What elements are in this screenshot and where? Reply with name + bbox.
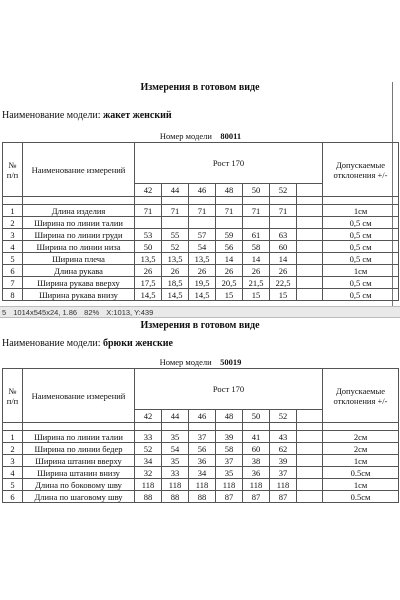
tolerance-value: 0,5 см xyxy=(323,241,399,253)
row-number: 4 xyxy=(3,467,23,479)
sheet-title: Измерения в готовом виде xyxy=(140,320,260,331)
measurement-value: 50 xyxy=(135,241,162,253)
measurement-name: Ширина плеча xyxy=(23,253,135,265)
measurement-name: Ширина по линии талии xyxy=(23,217,135,229)
measurement-value: 54 xyxy=(162,443,189,455)
empty-cell xyxy=(297,443,323,455)
empty-cell xyxy=(297,455,323,467)
row-number: 3 xyxy=(3,455,23,467)
measurement-value: 118 xyxy=(162,479,189,491)
measurement-value: 37 xyxy=(189,431,216,443)
measurement-value: 15 xyxy=(270,289,297,301)
measurement-value: 36 xyxy=(189,455,216,467)
measurement-value: 39 xyxy=(270,455,297,467)
status-item: 5 xyxy=(2,308,7,317)
measurement-value: 118 xyxy=(189,479,216,491)
measurement-value: 58 xyxy=(243,241,270,253)
empty-cell xyxy=(297,229,323,241)
tolerance-value: 0,5 см xyxy=(323,229,399,241)
empty-cell xyxy=(297,265,323,277)
measurement-value: 14,5 xyxy=(135,289,162,301)
measurements-table xyxy=(2,356,399,503)
status-cursor-position: X:1013, Y:439 xyxy=(106,308,154,317)
measurement-value xyxy=(270,217,297,229)
tolerance-value: 2см xyxy=(323,443,399,455)
table-row xyxy=(3,241,399,253)
measurement-value: 34 xyxy=(135,455,162,467)
size-cell: 50 xyxy=(243,184,270,197)
model-name-label: Наименование модели: xyxy=(2,338,101,349)
model-number-label: Номер модели xyxy=(159,131,212,141)
sheet-title: Измерения в готовом виде xyxy=(140,82,260,93)
col-header-tolerance: Допускаемые отклонения +/- xyxy=(323,369,399,423)
measurement-name: Ширина рукава вверху xyxy=(23,277,135,289)
empty-cell xyxy=(297,491,323,503)
measurement-value xyxy=(162,217,189,229)
size-cell: 46 xyxy=(189,184,216,197)
measurement-value: 55 xyxy=(162,229,189,241)
measurement-value: 56 xyxy=(216,241,243,253)
measurement-value: 57 xyxy=(189,229,216,241)
measurement-value: 35 xyxy=(162,431,189,443)
row-number: 4 xyxy=(3,241,23,253)
measurements-table xyxy=(2,130,399,301)
model-name-line xyxy=(2,110,172,121)
table-body xyxy=(3,431,399,503)
header-row xyxy=(3,143,399,184)
col-header-height: Рост 170 xyxy=(135,143,323,184)
measurement-value: 43 xyxy=(270,431,297,443)
measurement-value: 52 xyxy=(162,241,189,253)
model-number-row xyxy=(3,130,399,143)
measurement-name: Длина рукава xyxy=(23,265,135,277)
measurement-value: 14 xyxy=(216,253,243,265)
measurement-value: 14 xyxy=(243,253,270,265)
row-number: 5 xyxy=(3,253,23,265)
model-number-value: 80011 xyxy=(220,131,242,141)
measurement-value: 87 xyxy=(270,491,297,503)
model-name-label: Наименование модели: xyxy=(2,110,101,121)
row-number: 2 xyxy=(3,443,23,455)
row-number: 2 xyxy=(3,217,23,229)
measurement-value: 13,5 xyxy=(189,253,216,265)
empty-cell xyxy=(297,467,323,479)
row-number: 6 xyxy=(3,491,23,503)
measurement-value: 17,5 xyxy=(135,277,162,289)
status-zoom: 82% xyxy=(84,308,100,317)
col-header-tolerance: Допускаемые отклонения +/- xyxy=(323,143,399,197)
empty-cell xyxy=(297,253,323,265)
header-row xyxy=(3,369,399,410)
measurement-value xyxy=(189,217,216,229)
measurement-value: 32 xyxy=(135,467,162,479)
model-name-value: брюки женские xyxy=(103,338,173,349)
table-body xyxy=(3,205,399,301)
measurement-value: 63 xyxy=(270,229,297,241)
table-row xyxy=(3,217,399,229)
measurement-value: 35 xyxy=(162,455,189,467)
measurement-value: 59 xyxy=(216,229,243,241)
col-header-name: Наименование измерений xyxy=(23,143,135,197)
measurement-value: 53 xyxy=(135,229,162,241)
size-cell: 50 xyxy=(243,410,270,423)
measurement-value: 87 xyxy=(216,491,243,503)
measurement-value: 33 xyxy=(162,467,189,479)
model-name-line xyxy=(2,338,173,349)
measurement-value: 13,5 xyxy=(162,253,189,265)
model-name-value: жакет женский xyxy=(103,110,172,121)
measurement-value: 33 xyxy=(135,431,162,443)
table-row xyxy=(3,431,399,443)
table-row xyxy=(3,289,399,301)
tolerance-value: 1см xyxy=(323,265,399,277)
size-cell: 42 xyxy=(135,410,162,423)
tolerance-value: 0,5 см xyxy=(323,277,399,289)
measurement-value xyxy=(135,217,162,229)
row-number: 8 xyxy=(3,289,23,301)
measurement-name: Ширина по линии низа xyxy=(23,241,135,253)
table-row xyxy=(3,455,399,467)
measurement-value: 54 xyxy=(189,241,216,253)
size-cell: 52 xyxy=(270,184,297,197)
size-cell: 44 xyxy=(162,410,189,423)
measurement-name: Ширина по линии талии xyxy=(23,431,135,443)
tolerance-value: 2см xyxy=(323,431,399,443)
table-row xyxy=(3,253,399,265)
measurement-value: 71 xyxy=(135,205,162,217)
measurement-value: 26 xyxy=(243,265,270,277)
measurement-value xyxy=(243,217,270,229)
measurement-value: 87 xyxy=(243,491,270,503)
col-header-name: Наименование измерений xyxy=(23,369,135,423)
row-number: 3 xyxy=(3,229,23,241)
measurement-value: 88 xyxy=(135,491,162,503)
measurement-name: Длина по боковому шву xyxy=(23,479,135,491)
table-row xyxy=(3,479,399,491)
measurement-value: 39 xyxy=(216,431,243,443)
tolerance-value: 1см xyxy=(323,479,399,491)
measurement-value: 14,5 xyxy=(189,289,216,301)
tolerance-value: 0,5 см xyxy=(323,217,399,229)
tolerance-value: 1см xyxy=(323,205,399,217)
size-cell: 48 xyxy=(216,410,243,423)
empty-cell xyxy=(297,205,323,217)
col-header-no: № п/п xyxy=(3,143,23,197)
row-number: 1 xyxy=(3,205,23,217)
measurement-value: 21,5 xyxy=(243,277,270,289)
measurement-value: 61 xyxy=(243,229,270,241)
size-cell-empty xyxy=(297,410,323,423)
tolerance-value: 0.5см xyxy=(323,467,399,479)
measurement-value: 37 xyxy=(216,455,243,467)
measurement-value: 36 xyxy=(243,467,270,479)
empty-cell xyxy=(297,217,323,229)
table-row xyxy=(3,491,399,503)
spacer-row xyxy=(3,423,399,431)
empty-cell xyxy=(297,277,323,289)
measurement-value: 41 xyxy=(243,431,270,443)
measurement-name: Ширина по линии груди xyxy=(23,229,135,241)
measurement-value: 19,5 xyxy=(189,277,216,289)
measurement-value: 58 xyxy=(216,443,243,455)
measurement-value: 34 xyxy=(189,467,216,479)
measurement-value: 71 xyxy=(162,205,189,217)
measurement-value: 71 xyxy=(243,205,270,217)
measurement-name: Длина изделия xyxy=(23,205,135,217)
measurement-value: 56 xyxy=(189,443,216,455)
empty-cell xyxy=(297,289,323,301)
measurement-value: 88 xyxy=(162,491,189,503)
status-dimensions: 1014x545x24, 1.86 xyxy=(13,308,78,317)
measurement-value: 62 xyxy=(270,443,297,455)
tolerance-value: 0,5 см xyxy=(323,253,399,265)
empty-cell xyxy=(297,431,323,443)
measurement-value: 14,5 xyxy=(162,289,189,301)
measurement-value: 20,5 xyxy=(216,277,243,289)
size-cell-empty xyxy=(297,184,323,197)
measurement-value: 88 xyxy=(189,491,216,503)
empty-cell xyxy=(297,241,323,253)
table-row xyxy=(3,205,399,217)
measurement-value: 35 xyxy=(216,467,243,479)
measurement-value: 71 xyxy=(189,205,216,217)
model-number-label: Номер модели xyxy=(159,357,212,367)
measurement-name: Ширина штанин вверху xyxy=(23,455,135,467)
table-row xyxy=(3,229,399,241)
size-cell: 48 xyxy=(216,184,243,197)
tolerance-value: 0,5 см xyxy=(323,289,399,301)
measurement-name: Ширина рукава внизу xyxy=(23,289,135,301)
measurement-name: Длина по шаговому шву xyxy=(23,491,135,503)
measurement-value: 18,5 xyxy=(162,277,189,289)
measurement-sheet-trousers xyxy=(0,316,400,521)
spacer-row xyxy=(3,197,399,205)
col-header-height: Рост 170 xyxy=(135,369,323,410)
size-cell: 44 xyxy=(162,184,189,197)
measurement-name: Ширина штанин внизу xyxy=(23,467,135,479)
measurement-name: Ширина по линии бедер xyxy=(23,443,135,455)
measurement-value: 13,5 xyxy=(135,253,162,265)
measurement-value: 38 xyxy=(243,455,270,467)
empty-cell xyxy=(297,479,323,491)
row-number: 5 xyxy=(3,479,23,491)
size-cell: 52 xyxy=(270,410,297,423)
size-cell: 46 xyxy=(189,410,216,423)
row-number: 7 xyxy=(3,277,23,289)
measurement-value: 37 xyxy=(270,467,297,479)
col-header-no: № п/п xyxy=(3,369,23,423)
measurement-value: 118 xyxy=(135,479,162,491)
measurement-value: 26 xyxy=(270,265,297,277)
model-number-row xyxy=(3,356,399,369)
table-row xyxy=(3,265,399,277)
tolerance-value: 1см xyxy=(323,455,399,467)
measurement-value: 22,5 xyxy=(270,277,297,289)
measurement-value: 26 xyxy=(135,265,162,277)
model-number-value: 50019 xyxy=(220,357,242,367)
measurement-value: 26 xyxy=(216,265,243,277)
measurement-value: 60 xyxy=(243,443,270,455)
table-row xyxy=(3,443,399,455)
measurement-value: 52 xyxy=(135,443,162,455)
measurement-value: 14 xyxy=(270,253,297,265)
measurement-value xyxy=(216,217,243,229)
measurement-sheet-jacket xyxy=(0,82,400,308)
measurement-value: 26 xyxy=(162,265,189,277)
table-row xyxy=(3,277,399,289)
measurement-value: 15 xyxy=(216,289,243,301)
measurement-value: 15 xyxy=(243,289,270,301)
measurement-value: 71 xyxy=(216,205,243,217)
measurement-value: 60 xyxy=(270,241,297,253)
row-number: 6 xyxy=(3,265,23,277)
measurement-value: 118 xyxy=(270,479,297,491)
measurement-value: 118 xyxy=(243,479,270,491)
table-row xyxy=(3,467,399,479)
measurement-value: 71 xyxy=(270,205,297,217)
tolerance-value: 0.5см xyxy=(323,491,399,503)
row-number: 1 xyxy=(3,431,23,443)
measurement-value: 118 xyxy=(216,479,243,491)
measurement-value: 26 xyxy=(189,265,216,277)
size-cell: 42 xyxy=(135,184,162,197)
